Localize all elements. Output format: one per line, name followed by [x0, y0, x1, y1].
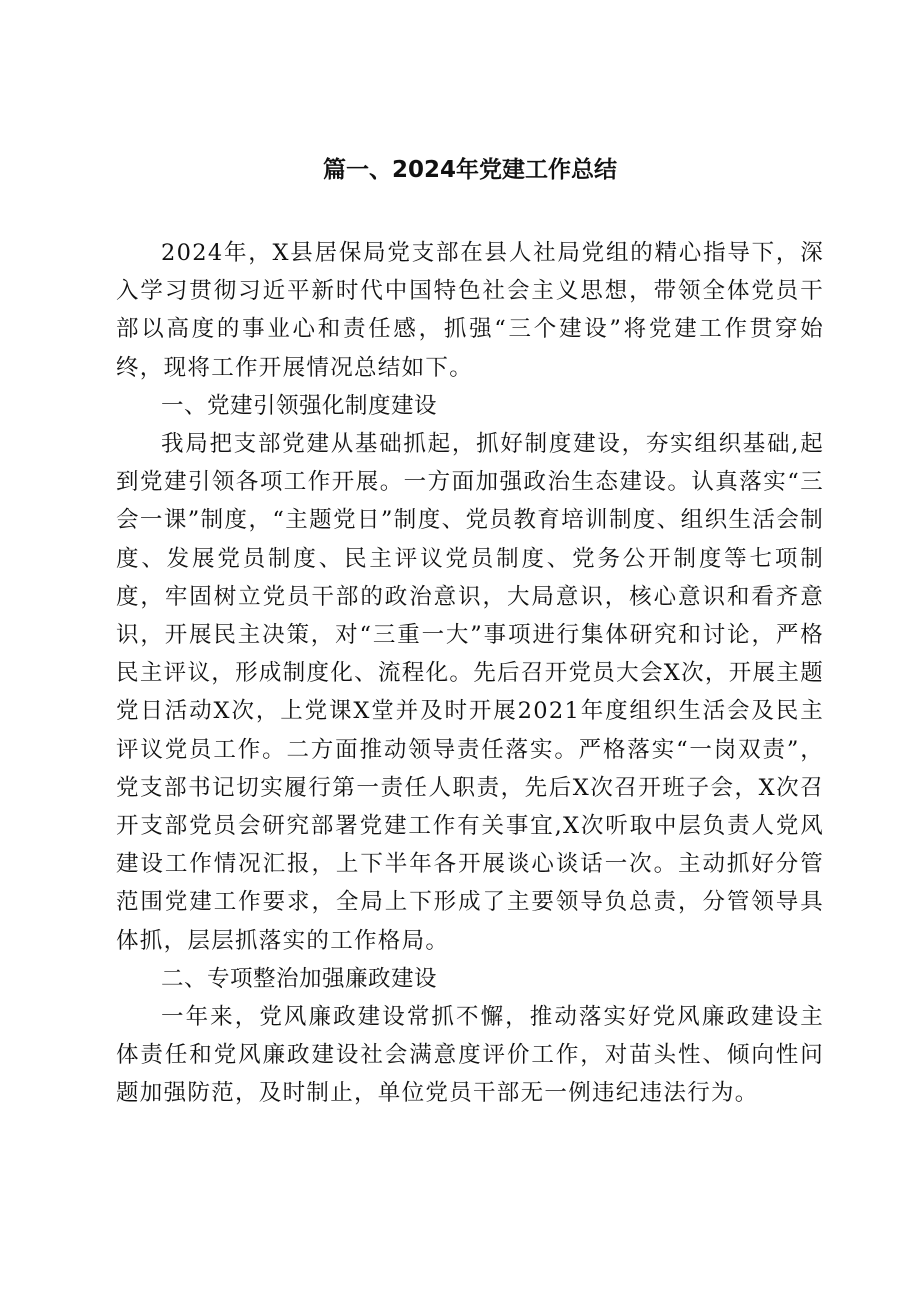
document-title: 篇一、2024年党建工作总结 [322, 157, 617, 183]
section-2-heading: 二、专项整治加强廉政建设 [161, 965, 438, 992]
section-2-paragraph: 一年来，党风廉政建设常抓不懈，推动落实好党风廉政建设主体责任和党风廉政建设社会满意度评价工作，对苗头性、倾向性问题加强防范，及时制止，单位党员干部无一例违纪违法行为。 [116, 1004, 824, 1107]
document-body [116, 234, 824, 1113]
section-1-paragraph: 我局把支部党建从基础抓起，抓好制度建设，夯实组织基础,起到党建引领各项工作开展。一方面加强政治生态建设。认真落实“三会一课”制度，“主题党日”制度、党员教育培训制度、组织生活会制度、发展党员制度、民主评议党员制度、党务公开制度等七项制度，牢固树立党员干部的政治意识，大局意识，核心意识和看齐意识，开展民主决策，对“三重一大”事项进行集体研究和讨论，严格民主评议，形成制度化、流程化。先后召开党员大会X次，开展主题党日活动X次，上党课X堂并及时开展2021年度组织生活会及民主评议党员工作。二方面推动领导责任落实。严格落实“一岗双责”，党支部书记切实履行第一责任人职责，先后X次召开班子会，X次召开支部党员会研究部署党建工作有关事宜,X次听取中层负责人党风建设工作情况汇报，上下半年各开展谈心谈话一次。主动抓好分管范围党建工作要求，全局上下形成了主要领导负总责，分管领导具体抓，层层抓落实的工作格局。 [116, 431, 824, 954]
intro-paragraph: 2024年，X县居保局党支部在县人社局党组的精心指导下，深入学习贯彻习近平新时代中国特色社会主义思想，带领全体党员干部以高度的事业心和责任感，抓强“三个建设”将党建工作贯穿始终，现将工作开展情况总结如下。 [116, 240, 824, 381]
section-1-heading: 一、党建引领强化制度建设 [161, 392, 438, 419]
